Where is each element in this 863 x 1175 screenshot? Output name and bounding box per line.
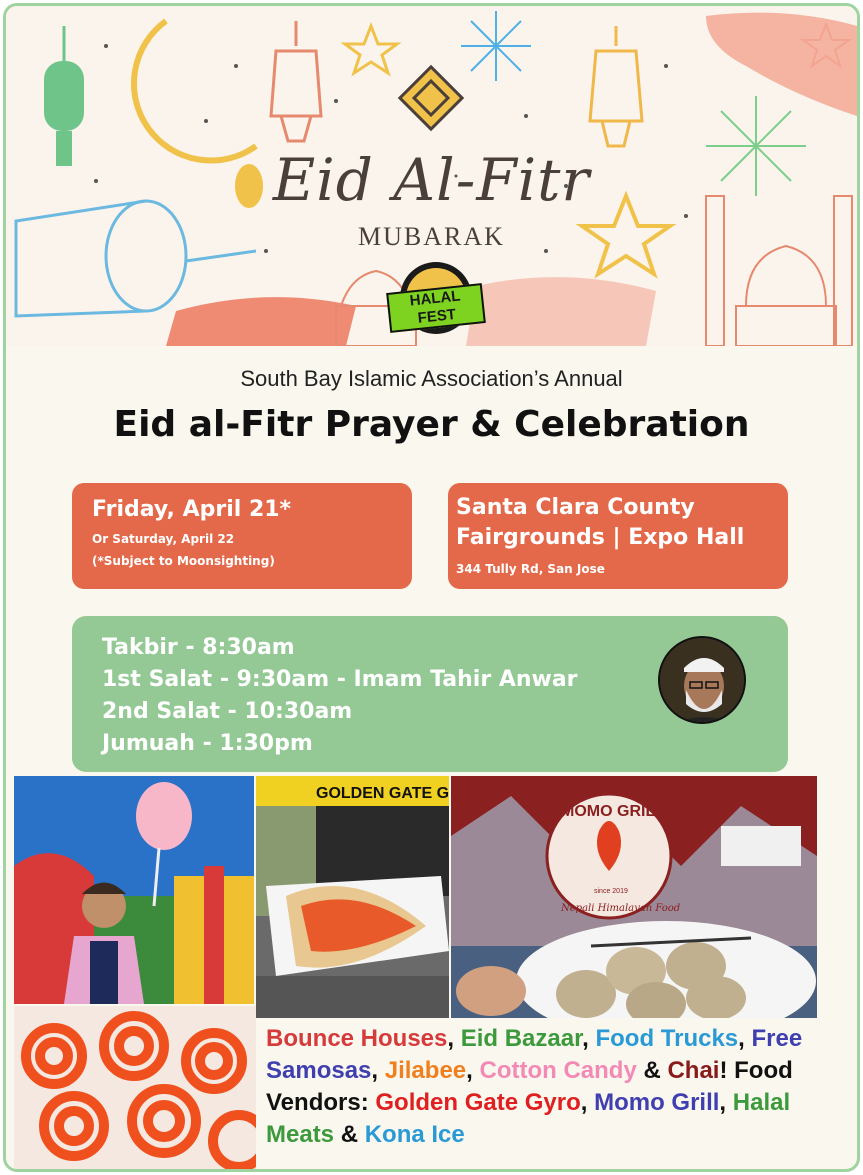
date-box	[72, 483, 412, 589]
brush-stroke-bottom	[166, 297, 356, 346]
separator: ! Food Vendors:	[266, 1057, 793, 1116]
mubarak-text: MUBARAK	[358, 222, 505, 251]
separator: ,	[582, 1025, 596, 1052]
red-lantern-icon	[271, 21, 321, 141]
feature-free-samosas: Free Samosas	[266, 1025, 803, 1084]
schedule-item-1st-salat: 1st Salat - 9:30am - Imam Tahir Anwar	[102, 667, 578, 692]
separator: ,	[466, 1057, 480, 1084]
schedule-item-jumuah: Jumuah - 1:30pm	[102, 731, 313, 756]
halal-fest-text: HALAL FEST	[386, 283, 486, 333]
yellow-lantern-icon	[590, 26, 642, 146]
drum-icon	[16, 201, 256, 316]
eid-banner	[6, 6, 857, 346]
vendor-kona-ice: Kona Ice	[364, 1121, 465, 1148]
imam-photo	[658, 636, 746, 724]
features-list	[266, 1023, 852, 1151]
organizer-text: South Bay Islamic Association’s Annual	[240, 366, 623, 391]
venue-address: 344 Tully Rd, San Jose	[456, 562, 605, 576]
flyer	[3, 3, 860, 1172]
moonsighting-note: (*Subject to Moonsighting)	[92, 554, 275, 568]
vendor-momo-grill: Momo Grill	[594, 1089, 720, 1116]
jilabee-photo	[14, 1006, 256, 1170]
event-date: Friday, April 21*	[92, 497, 292, 522]
schedule-item-2nd-salat: 2nd Salat - 10:30am	[102, 699, 353, 724]
brush-stroke-bottom-right	[466, 277, 656, 346]
separator: ,	[719, 1089, 733, 1116]
momo-truck-photo	[451, 776, 817, 1018]
separator: &	[636, 1057, 661, 1084]
mosque-icon	[706, 196, 852, 346]
momo-since: since 2019	[594, 888, 628, 895]
vendor-golden-gate-gyro: Golden Gate Gyro	[375, 1089, 581, 1116]
emblem-icon	[400, 67, 462, 129]
alt-date: Or Saturday, April 22	[92, 532, 235, 546]
crescent-moon-icon	[134, 21, 256, 161]
schedule-item-takbir: Takbir - 8:30am	[102, 635, 295, 660]
separator: ,	[738, 1025, 745, 1052]
green-lantern-icon	[44, 61, 84, 131]
venue-box	[448, 483, 788, 589]
star-icon	[345, 26, 397, 73]
feature-eid-bazaar: Eid Bazaar	[460, 1025, 583, 1052]
venue-line-2: Fairgrounds | Expo Hall	[456, 525, 745, 550]
separator: &	[334, 1121, 365, 1148]
event-title: Eid al-Fitr Prayer & Celebration	[113, 404, 750, 445]
vendor-halal-meats: Halal Meats	[266, 1089, 791, 1148]
separator: ,	[371, 1057, 385, 1084]
separator: ,	[447, 1025, 461, 1052]
eid-title: Eid Al-Fitr	[272, 146, 591, 214]
brush-stroke-top-right	[706, 13, 857, 116]
feature-food-trucks: Food Trucks	[595, 1025, 739, 1052]
gyro-truck-photo	[256, 776, 449, 1018]
blue-firework-icon	[461, 11, 531, 81]
feature-cotton-candy: Cotton Candy	[479, 1057, 637, 1084]
feature-chai: Chai	[667, 1057, 720, 1084]
cotton-candy-kid-photo	[14, 776, 254, 1004]
venue-line-1: Santa Clara County	[456, 495, 695, 520]
feature-jilabee: Jilabee	[384, 1057, 467, 1084]
separator: ,	[580, 1089, 588, 1116]
momo-tagline: Nepali Himalayan Food	[561, 903, 681, 914]
feature-bounce-houses: Bounce Houses	[266, 1025, 448, 1052]
momo-grill-sign: MOMO GRILL	[561, 803, 665, 820]
golden-gate-sign: GOLDEN GATE G	[316, 785, 449, 802]
